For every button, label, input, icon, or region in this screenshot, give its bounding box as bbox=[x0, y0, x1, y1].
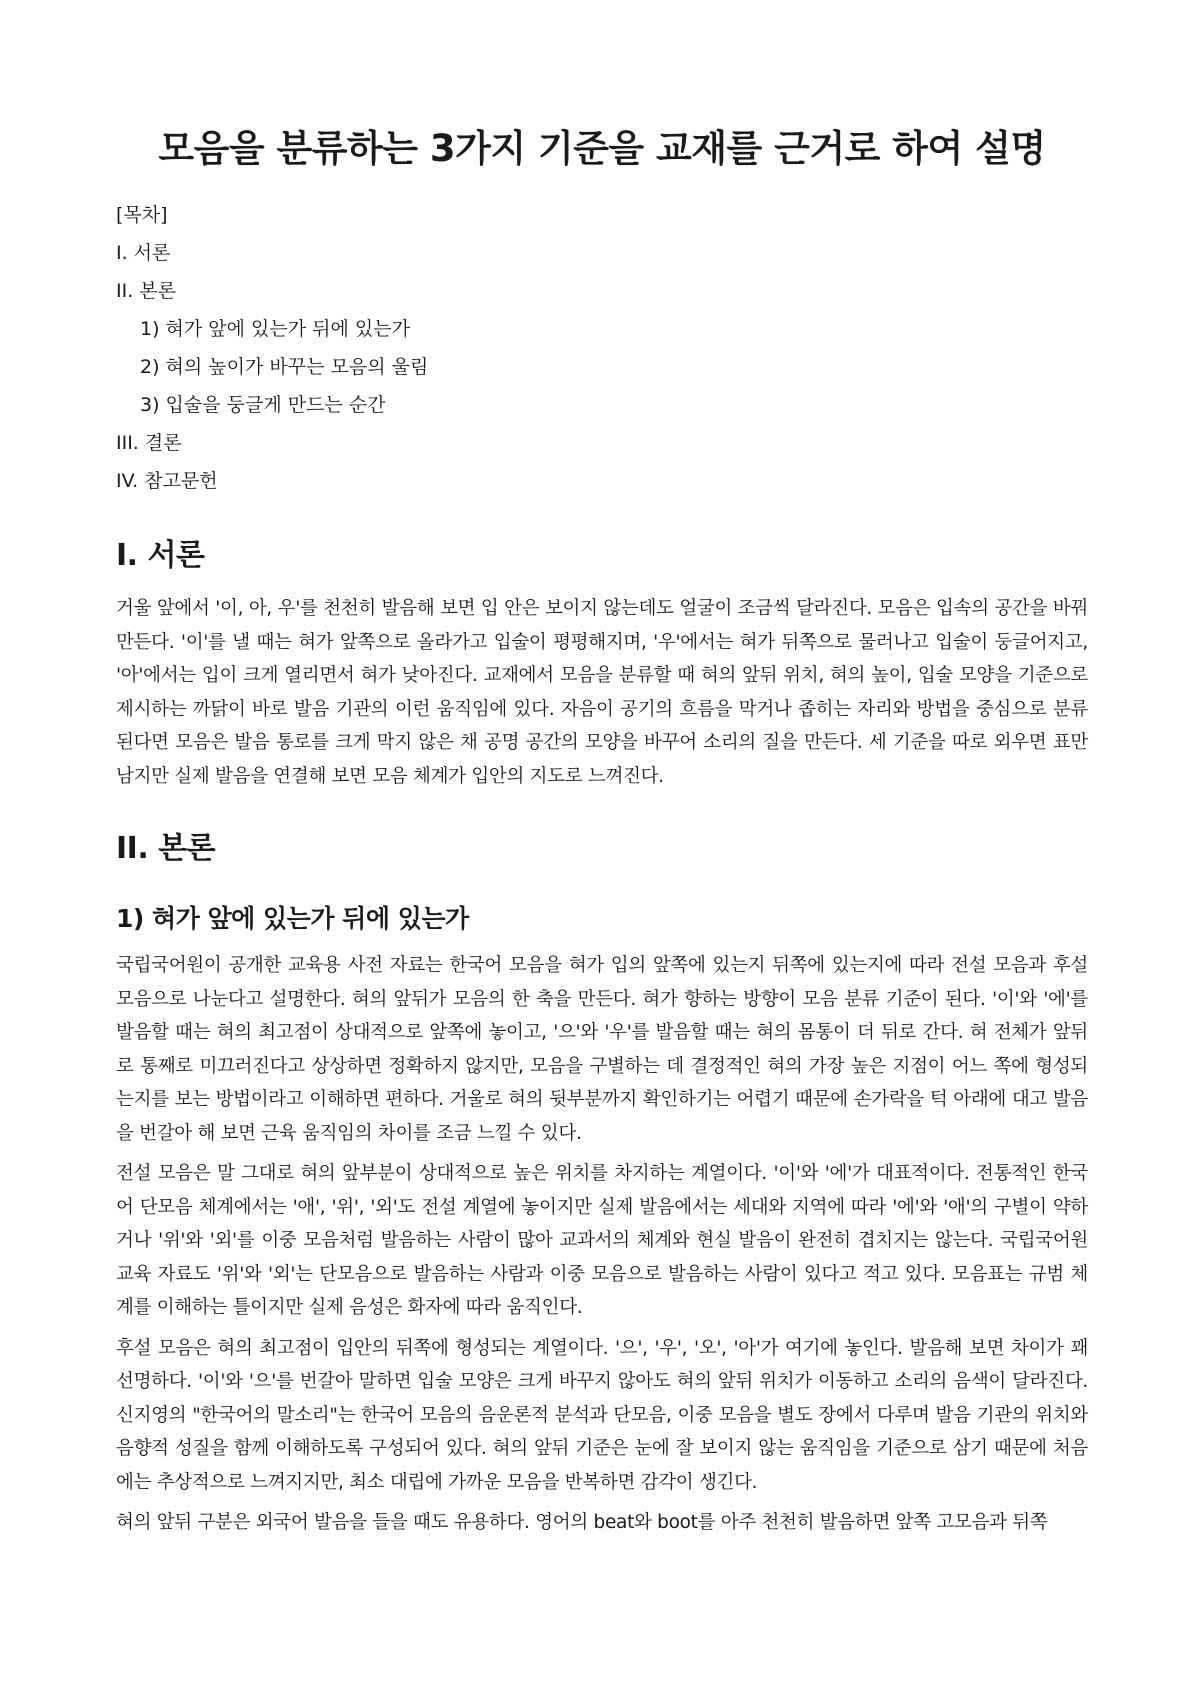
toc-subitem: 1) 혀가 앞에 있는가 뒤에 있는가 bbox=[140, 318, 410, 340]
intro-heading: I. 서론 bbox=[116, 538, 205, 573]
body-subsection-1 bbox=[116, 899, 1088, 1540]
toc-item: I. 서론 bbox=[116, 242, 171, 264]
toc-subitem: 3) 입술을 둥글게 만드는 순간 bbox=[140, 394, 386, 416]
toc-subitem: 2) 혀의 높이가 바꾸는 모음의 울림 bbox=[140, 356, 429, 378]
body-heading: II. 본론 bbox=[116, 831, 216, 866]
table-of-contents bbox=[116, 196, 1088, 500]
intro-paragraph: 거울 앞에서 '이, 아, 우'를 천천히 발음해 보면 입 안은 보이지 않는데도 얼굴이 조금씩 달라진다. 모음은 입속의 공간을 바꿔 만든다. '이'를 낼 때는 혀가 앞쪽으로 올라가고 입술이 평평해지며, '우'에서는 혀가 뒤쪽으로 물러나고 입술이 둥글어지고, '아'에서는 입이 크게 열리면서 혀가 낮아진다. 교재에서 모음을 분류할 때 혀의 앞뒤 위치, 혀의 높이, 입술 모양을 기준으로 제시하는 까닭이 바로 발음 기관의 이런 움직임에 있다. 자음이 공기의 흐름을 막거나 좁히는 자리와 방법을 중심으로 분류된다면 모음은 발음 통로를 크게 막지 않은 채 공명 공간의 모양을 바꾸어 소리의 질을 만든다. 세 기준을 따로 외우면 표만 남지만 실제 발음을 연결해 보면 모음 체계가 입안의 지도로 느껴진다. bbox=[116, 598, 1088, 787]
document-title: 모음을 분류하는 3가지 기준을 교재를 근거로 하여 설명 bbox=[158, 127, 1046, 170]
toc-item: II. 본론 bbox=[116, 280, 176, 302]
body-paragraph: 국립국어원이 공개한 교육용 사전 자료는 한국어 모음을 혀가 입의 앞쪽에 있는지 뒤쪽에 있는지에 따라 전설 모음과 후설 모음으로 나눈다고 설명한다. 혀의 앞뒤가 모음의 한 축을 만든다. 혀가 향하는 방향이 모음 분류 기준이 된다. '이'와 '에'를 발음할 때는 혀의 최고점이 상대적으로 앞쪽에 놓이고, '으'와 '우'를 발음할 때는 혀의 몸통이 더 뒤로 간다. 혀 전체가 앞뒤로 통째로 미끄러진다고 상상하면 정확하지 않지만, 모음을 구별하는 데 결정적인 혀의 가장 높은 지점이 어느 쪽에 형성되는지를 보는 방법이라고 이해하면 편하다. 거울로 혀의 뒷부분까지 확인하기는 어렵기 때문에 손가락을 턱 아래에 대고 발음을 번갈아 해 보면 근육 움직임의 차이를 조금 느낄 수 있다. bbox=[116, 955, 1088, 1144]
toc-heading: [목차] bbox=[116, 204, 168, 226]
subsection-heading: 1) 혀가 앞에 있는가 뒤에 있는가 bbox=[116, 904, 469, 933]
body-paragraph: 전설 모음은 말 그대로 혀의 앞부분이 상대적으로 높은 위치를 차지하는 계열이다. '이'와 '에'가 대표적이다. 전통적인 한국어 단모음 체계에서는 '애', '위', '외'도 전설 계열에 놓이지만 실제 발음에서는 세대와 지역에 따라 '에'와 '애'의 구별이 약하거나 '위'와 '외'를 이중 모음처럼 발음하는 사람이 많아 교과서의 체계와 현실 발음이 완전히 겹치지는 않는다. 국립국어원 교육 자료도 '위'와 '외'는 단모음으로 발음하는 사람과 이중 모음으로 발음하는 사람이 있다고 적고 있다. 모음표는 규범 체계를 이해하는 틀이지만 실제 음성은 화자에 따라 움직인다. bbox=[116, 1163, 1088, 1318]
toc-item: IV. 참고문헌 bbox=[116, 470, 218, 492]
body-paragraph: 혀의 앞뒤 구분은 외국어 발음을 들을 때도 유용하다. 영어의 beat와 boot를 아주 천천히 발음하면 앞쪽 고모음과 뒤쪽 bbox=[116, 1512, 1048, 1533]
body-paragraph: 후설 모음은 혀의 최고점이 입안의 뒤쪽에 형성되는 계열이다. '으', '우', '오', '아'가 여기에 놓인다. 발음해 보면 차이가 꽤 선명하다. '이'와 '으'를 번갈아 말하면 입술 모양은 크게 바꾸지 않아도 혀의 앞뒤 위치가 이동하고 소리의 음색이 달라진다. 신지영의 "한국어의 말소리"는 한국어 모음의 음운론적 분석과 단모음, 이중 모음을 별도 장에서 다루며 발음 기관의 위치와 음향적 성질을 함께 이해하도록 구성되어 있다. 혀의 앞뒤 기준은 눈에 잘 보이지 않는 움직임을 기준으로 삼기 때문에 처음에는 추상적으로 느껴지지만, 최소 대립에 가까운 모음을 반복하면 감각이 생긴다. bbox=[116, 1337, 1088, 1493]
body-section bbox=[116, 823, 1088, 1540]
toc-item: III. 결론 bbox=[116, 432, 182, 454]
intro-section bbox=[116, 530, 1088, 793]
